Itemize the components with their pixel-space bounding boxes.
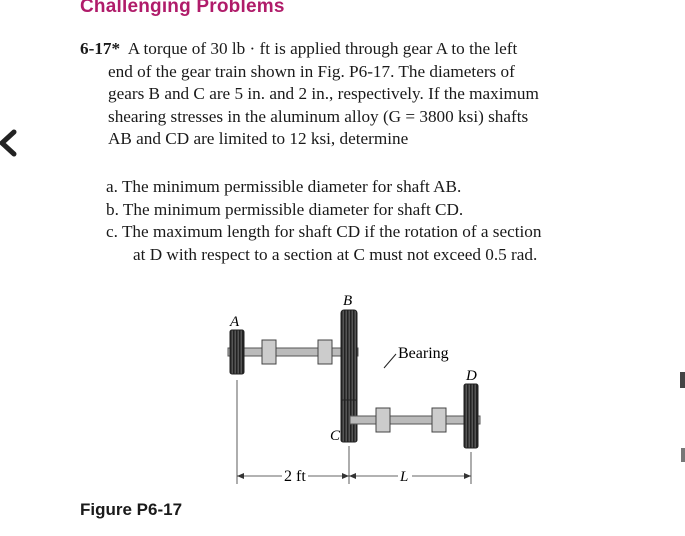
- shaft-ab: [228, 348, 358, 356]
- label-d: D: [466, 368, 477, 384]
- problem-statement: [80, 38, 640, 151]
- part-b: b. The minimum permissible diameter for shaft CD.: [106, 199, 464, 219]
- part-c-continuation: at D with respect to a section at C must not exceed 0.5 rad.: [133, 244, 538, 264]
- gear-d-icon: [464, 384, 478, 448]
- dimension-2ft: 2 ft: [284, 468, 306, 485]
- dimension-l: L: [400, 469, 409, 485]
- scroll-edge-mark: [680, 372, 685, 388]
- label-a: A: [230, 314, 240, 330]
- scroll-edge-mark: [681, 448, 685, 462]
- problem-line-4: shearing stresses in the aluminum alloy (G = 3800 ksi) shafts: [108, 106, 529, 126]
- figure-caption: Figure P6-17: [80, 500, 183, 519]
- label-b: B: [343, 293, 353, 309]
- part-a: a. The minimum permissible diameter for shaft AB.: [106, 177, 462, 196]
- bearing-icon: [318, 340, 332, 364]
- label-bearing: Bearing: [398, 345, 449, 362]
- problem-line-5: AB and CD are limited to 12 ksi, determine: [108, 129, 409, 148]
- problem-parts: [106, 176, 646, 266]
- problem-line-3: gears B and C are 5 in. and 2 in., respectively. If the maximum: [108, 84, 539, 103]
- bearing-icon: [432, 408, 446, 432]
- gear-a-icon: [230, 330, 244, 374]
- chevron-left-icon[interactable]: [0, 128, 20, 158]
- problem-line-1: 6-17* A torque of 30 lb · ft is applied through gear A to the left: [80, 39, 518, 58]
- bearing-icon: [376, 408, 390, 432]
- section-title: Challenging Problems: [80, 0, 285, 17]
- part-c: c. The maximum length for shaft CD if the rotation of a section at D with respect to a section at C must not exceed 0.5 rad.: [106, 221, 646, 266]
- problem-line-2: end of the gear train shown in Fig. P6-17. The diameters of: [108, 61, 515, 81]
- label-c: C: [330, 428, 341, 444]
- problem-number: 6-17*: [80, 39, 121, 58]
- gear-train-figure: [200, 288, 500, 498]
- shaft-cd: [350, 416, 480, 424]
- bearing-icon: [262, 340, 276, 364]
